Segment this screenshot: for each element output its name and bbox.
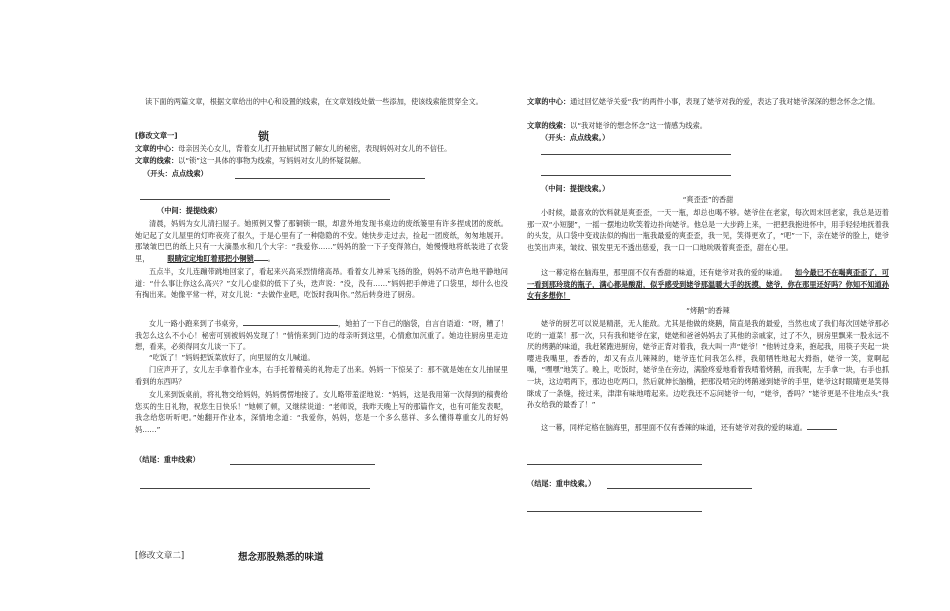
article-1-center: [135, 143, 505, 155]
article-1-para-1: 清晨，妈妈为女儿清扫屋子。她照例又警了那铜锁一眼，却意外地发现书桌边的废纸篓里有许多捏成团的废纸。她记起了女儿屋里的灯昨夜亮了很久，于是心里有了一种隐隐的不安。她快步走过去，捡起一团废纸，匆匆地展开。那皱皱巴巴的纸上只有一大滴墨水和几个大字：“我爱你……”妈妈的脸一下子变得煞白，她慢慢地将纸装进了衣袋里， 眼睛定定地盯着那把小铜锁 。: [135, 219, 508, 263]
subtitle-1: “爽歪歪”的香甜: [682, 195, 734, 204]
end-hint: （结尾：重申线索）: [135, 455, 200, 464]
article-2-center: [527, 96, 889, 108]
answer-line[interactable]: [140, 488, 370, 489]
clue-label: 文章的线索：: [135, 156, 179, 165]
answer-line[interactable]: [607, 488, 752, 489]
article-2-tag: [修改文章二]: [135, 551, 185, 561]
middle-hint: （中间：提提线索。）: [541, 184, 610, 193]
article-1-para-2: 五点半，女儿连蹦带跳地回家了，看起来兴高采烈情绪高昂。看着女儿神采飞扬的脸，妈妈不动声色地平静地问道：“什么事让你这么高兴？”女儿心虚似的低下了头，迭声说：“没，没有……”妈妈把手伸进了口袋里，却什么也没有掏出来。她像平常一样，对女儿说：“去做作业吧，吃饭时我叫你。”然后转身进了厨房。: [135, 267, 508, 300]
article-1-para-4: “吃饭了！”妈妈把饭菜放好了，向里屋的女儿喊道。: [149, 353, 315, 362]
article-2-title: 想念那股熟悉的味道: [238, 552, 324, 563]
intro-paragraph: 读下面的两篇文章，根据文章给出的中心和设置的线索，在文章划线处做一些添加，使该线索能贯穿全文。: [145, 97, 483, 106]
article-1-tag: [修改文章一]: [135, 131, 178, 140]
para-text: 这一幕，同样定格在脑海里，那里面不仅有香辣的味道，还有姥爷对我的爱的味道。: [541, 423, 807, 432]
clue-label: 文章的线索：: [527, 121, 571, 130]
para-text: 清晨，妈妈为女儿清扫屋子。她照例又警了那铜锁一眼，却意外地发现书桌边的废纸篓里有许多捏成团的废纸。她记起了女儿屋里的灯昨夜亮了很久，于是心里有了一种隐隐的不安。她快步走过去，捡起一团废纸，匆匆地展开。那皱皱巴巴的纸上只有一大滴墨水和几个大字：“我爱你……”妈妈的脸一下子变得煞白，她慢慢地将纸装进了衣袋里，: [135, 219, 508, 263]
article-2-clue: [527, 120, 889, 132]
article-2-para-2: [527, 267, 889, 302]
article-2-para-1: 小时候，最喜欢的饮料就是爽歪歪，一天一瓶，却总也喝不够。姥爷住在老家，每次周末回老家，我总是迈着那一双“小短腿”，一摇一摆地边吹笑着边扑向姥爷。他总是一大步跨上来，一把把我抱进怀中，用手轻轻地抚着我的头发，从口袋中变戏法似的掏出一瓶我最爱的爽歪歪，我一见，笑得更欢了，“吧”一下，亲在姥爷的脸上，姥爷也笑出声来，皱纹、银发里无不透出慈爱，我一口一口地吮吸着爽歪歪，甜在心里。: [527, 208, 889, 252]
article-1-para-3: [135, 318, 508, 353]
article-1-title: 锁: [258, 130, 269, 143]
answer-line[interactable]: [230, 464, 375, 465]
article-1-clue: [135, 155, 505, 167]
article-1-para-6: 女儿来到饭桌前，将礼物交给妈妈，妈妈愣愣地接了。女儿略带羞涩地说：“妈妈，这是我用第一次得到的稿费给您买的生日礼物，祝您生日快乐！”她顿了顿，又继续说道：“老师说，我昨天晚上写的那篇作文，也有可能发表呢，我念给您听听吧。”她翻开作业本，深情地念道：“我爱你，妈妈，您是一个多么慈祥、多么懂得尊重女儿的好妈妈……”: [135, 390, 508, 434]
answer-line[interactable]: [541, 175, 731, 176]
end-hint: （结尾：重申线索。）: [527, 479, 596, 488]
middle-hint: （中间：提提线索）: [157, 206, 222, 215]
start-hint: （开头：点点线索。）: [541, 133, 610, 142]
para-text: 这一幕定格在脑海里，那里面不仅有香甜的味道，还有姥爷对我的爱的味道。: [541, 268, 787, 277]
para-text: 女儿一路小跑来到了书桌旁，: [149, 319, 243, 328]
filled-answer: 眼睛定定地盯着那把小铜锁: [167, 253, 254, 263]
answer-line[interactable]: [140, 199, 390, 200]
answer-line[interactable]: [541, 154, 731, 155]
clue-text: 以“我对姥爷的想念怀念”这一情感为线索。: [570, 121, 707, 130]
article-2-para-3: 姥爷的厨艺可以说是精湛，无人能敌。尤其是他做的烧鹅，简直是我的最爱，当然也成了我们每次回姥爷那必吃的一道菜！那一次，只有我和姥爷在家，姥姥和爸爸妈妈去了其他的亲戚家，过了不久，厨房里飘来一股永远不厌的烤鹅的味道，我赶紧跑进厨房，姥爷正背对着我，我大叫一声“姥爷！”他转过身来，抱起我，用筷子夹起一块嘤进我嘴里，香香的，却又有点儿辣辣的，姥爷连忙问我怎么样，我舠牺牲地起大拇指，姥爷一笑，竟啊起嘴，“嘿嘿”地笑了。晚上，吃饭时，姥爷坐在旁边，满脸疼爱地看着我啃着烤鹅，而我呢，左手拿一块，右手也抓一块，这边啃两下，那边也吃两口，然后就伸长脑椭，把那没啃完的烤鹅递到姥爷的手里，姥爷这时眼睛更是笑得眯成了一条缝，接过来，津津有味地啃起来。边吃我还不忘问姥爷一句，“姥爷，香吗？”姥爷更是不住地点头“我孙女给我的最香了！”: [527, 319, 889, 410]
answer-line[interactable]: [527, 464, 702, 465]
center-label: 文章的中心：: [527, 97, 571, 106]
answer-line[interactable]: [527, 511, 702, 512]
center-text: 通过回忆姥爷关爱“我”的两件小事，表现了姥爷对我的爱，表达了我对姥爷深深的想念怀念之情。: [570, 97, 880, 106]
center-text: 母亲因关心女儿，背着女儿打开抽屉试图了解女儿的秘密，表现妈妈对女儿的不信任。: [178, 144, 452, 153]
start-hint: （开头：点点线索）: [143, 169, 208, 178]
article-1-para-5: 门应声开了，女儿左手拿着作业本，右手托着精美的礼物走了出来。妈妈一下惊呆了：那不就是她在女儿抽屉里看到的东西吗？: [135, 365, 508, 386]
article-2-para-4: [527, 422, 889, 434]
clue-text: 以“锁”这一具体的事物为线索，写妈妈对女儿的怀疑误解。: [178, 156, 366, 165]
answer-blank[interactable]: [243, 325, 338, 326]
subtitle-2: “烤鹅”的香辣: [686, 306, 730, 315]
answer-line[interactable]: [235, 178, 425, 179]
para-text: ，她拍了一下自己的脑袋，自言自语道：“呀，糟了！我怎么这么不小心！秘密可别被妈妈发现了！”悄悄来到门边的母亲听到这里，心情愈加沉重了。她边往厨房里走边想，看来，必须得同女儿谈一下了。: [135, 319, 508, 352]
center-label: 文章的中心：: [135, 144, 179, 153]
filled-answer: 如今最已不在喝爽歪歪了，可一看到那玲珑的瓶子，满心都是酸甜，似乎感受到姥爷那温暖大手的抚摸，姥爷，你在那里还好吗？你知不知道孙女有多想你！: [527, 268, 889, 301]
